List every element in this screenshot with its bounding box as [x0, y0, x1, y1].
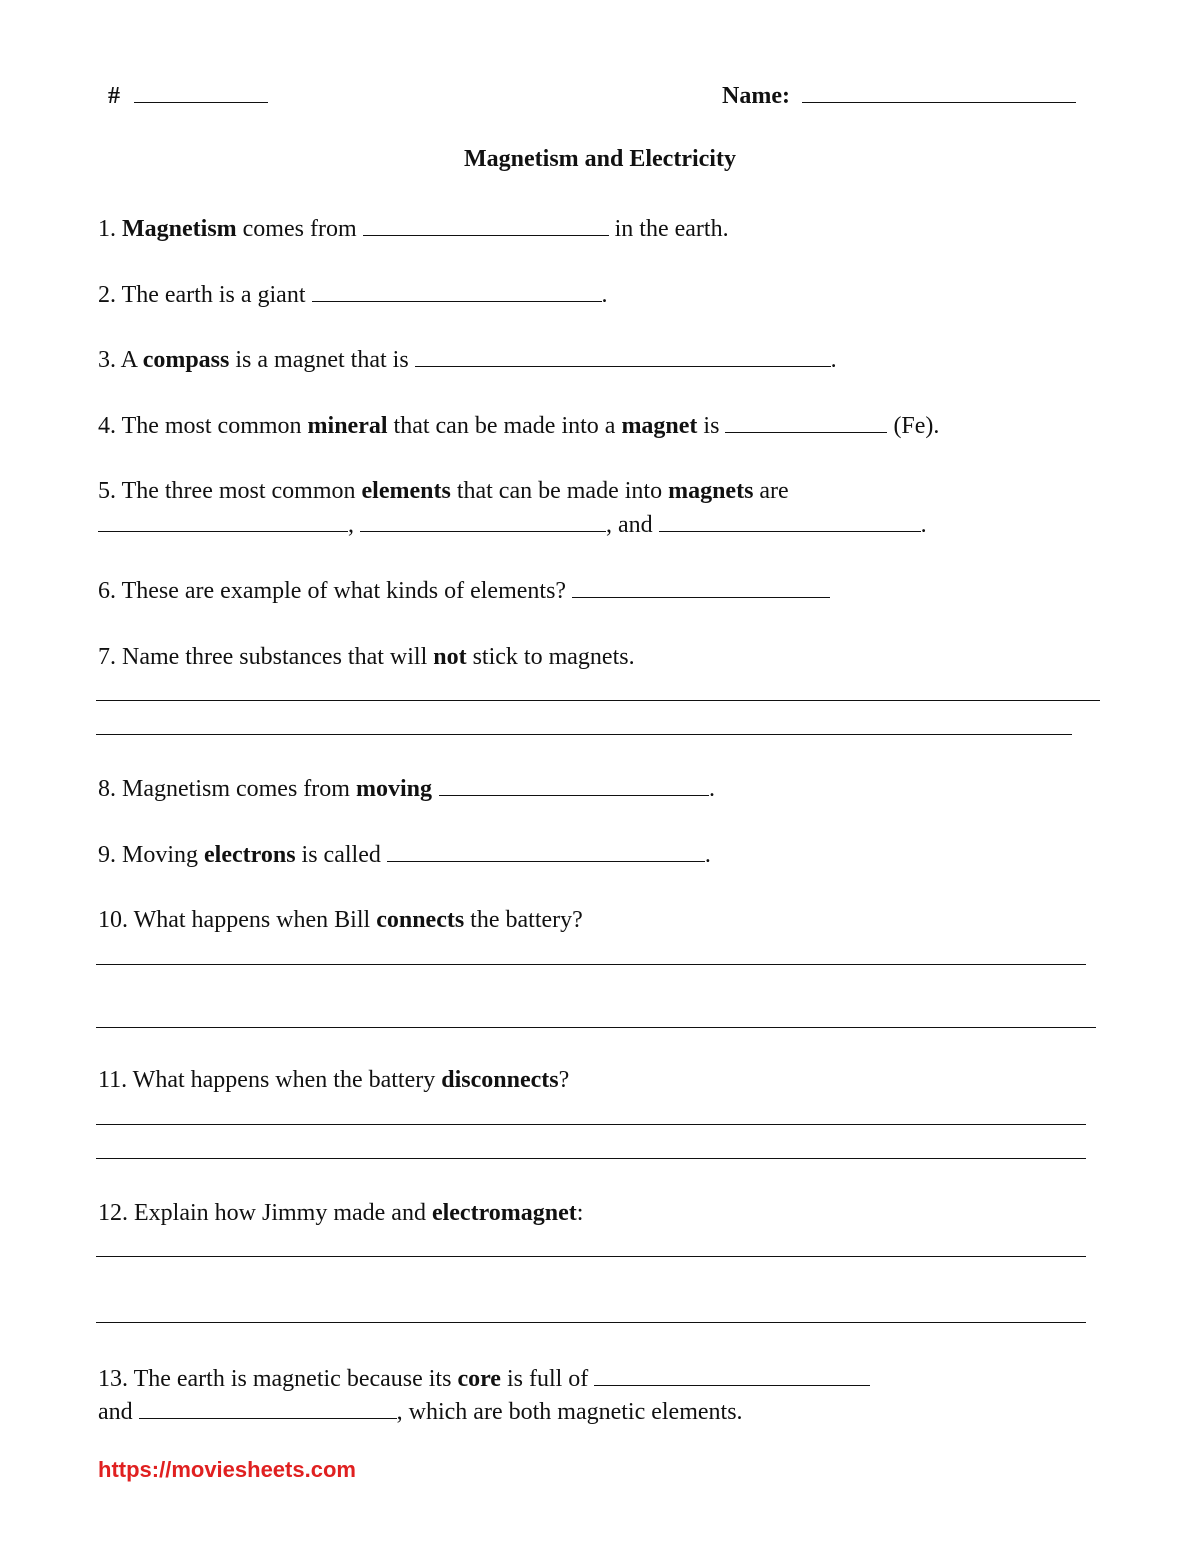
- q10-text-2: the battery?: [464, 907, 583, 933]
- q4-text: 4. The most common: [98, 413, 308, 439]
- question-1: [98, 213, 729, 244]
- q5-text: 5. The three most common: [98, 478, 362, 504]
- q5-blank-1[interactable]: [98, 509, 348, 532]
- question-10: [98, 905, 583, 935]
- name-blank[interactable]: [802, 80, 1076, 103]
- q11-end: ?: [558, 1067, 570, 1093]
- q1-blank[interactable]: [363, 213, 609, 236]
- q10-answer-line-1[interactable]: [96, 964, 1086, 965]
- name-field: [722, 80, 1076, 111]
- question-2: [98, 279, 608, 310]
- worksheet-title: Magnetism and Electricity: [464, 146, 736, 172]
- q11-answer-line-2[interactable]: [96, 1158, 1086, 1159]
- q7-keyword: not: [433, 644, 467, 670]
- q8-keyword: moving: [355, 776, 432, 802]
- q13-keyword: core: [457, 1366, 501, 1392]
- q7-text-2: stick to magnets.: [466, 644, 635, 670]
- q3-keyword: compass: [142, 347, 230, 373]
- name-label: Name:: [722, 83, 790, 109]
- q11-text: 11. What happens when the battery: [98, 1067, 442, 1093]
- q13-blank-1[interactable]: [594, 1363, 870, 1386]
- q9-keyword: electrons: [204, 842, 296, 868]
- question-5: [98, 476, 789, 506]
- question-12: [98, 1198, 583, 1228]
- q10-text: 10. What happens when Bill: [98, 907, 377, 933]
- q1-keyword: Magnetism: [122, 216, 237, 242]
- q5-end: .: [920, 512, 927, 538]
- q7-text: 7. Name three substances that will: [98, 644, 434, 670]
- q4-blank[interactable]: [725, 410, 887, 433]
- q13-text-2: is full of: [500, 1366, 595, 1392]
- q6-blank[interactable]: [572, 575, 830, 598]
- q3-text: is a magnet that is: [229, 347, 415, 373]
- q4-keyword-2: magnet: [621, 413, 698, 439]
- q8-text: 8. Magnetism comes from: [98, 776, 356, 802]
- q5-text-2: that can be made into: [450, 478, 669, 504]
- q5-sep-1: ,: [348, 512, 360, 538]
- q5-keyword-2: magnets: [668, 478, 754, 504]
- q9-end: .: [704, 842, 711, 868]
- question-11: [98, 1065, 569, 1095]
- q13-end: , which are both magnetic elements.: [396, 1399, 743, 1425]
- q5-text-3: are: [753, 478, 789, 504]
- q9-text: 9. Moving: [98, 842, 205, 868]
- q1-number: 1.: [98, 216, 122, 242]
- q8-blank[interactable]: [439, 773, 709, 796]
- q9-text-2: is called: [295, 842, 387, 868]
- q12-text: 12. Explain how Jimmy made and: [98, 1200, 432, 1226]
- q4-end: (Fe).: [887, 413, 940, 439]
- q5-blank-3[interactable]: [659, 509, 921, 532]
- question-6: [98, 575, 830, 606]
- number-label: #: [108, 83, 120, 109]
- question-3: [98, 344, 837, 375]
- question-5-blanks: [98, 509, 927, 540]
- q7-answer-line-2[interactable]: [96, 734, 1072, 735]
- q12-answer-line-2[interactable]: [96, 1322, 1086, 1323]
- q3-end: .: [830, 347, 837, 373]
- number-blank[interactable]: [134, 80, 268, 103]
- q12-keyword: electromagnet: [431, 1200, 577, 1226]
- q13-text: 13. The earth is magnetic because its: [98, 1366, 458, 1392]
- question-7: [98, 642, 635, 672]
- q13-blank-2[interactable]: [139, 1396, 397, 1419]
- q2-text: 2. The earth is a giant: [98, 282, 312, 308]
- q1-text: comes from: [236, 216, 363, 242]
- question-4: [98, 410, 939, 441]
- q9-blank[interactable]: [387, 839, 705, 862]
- q5-blank-2[interactable]: [360, 509, 606, 532]
- q10-answer-line-2[interactable]: [96, 1027, 1096, 1028]
- question-8: [98, 773, 715, 804]
- number-field: [108, 80, 268, 111]
- q1-text-end: in the earth.: [608, 216, 729, 242]
- q11-keyword: disconnects: [441, 1067, 559, 1093]
- question-9: [98, 839, 711, 870]
- q4-text-3: is: [697, 413, 726, 439]
- q6-text: 6. These are example of what kinds of elements?: [98, 578, 573, 604]
- q12-answer-line-1[interactable]: [96, 1256, 1086, 1257]
- q11-answer-line-1[interactable]: [96, 1124, 1086, 1125]
- question-13-line-2: [98, 1396, 743, 1427]
- q2-blank[interactable]: [312, 279, 602, 302]
- q4-text-2: that can be made into a: [387, 413, 622, 439]
- q12-end: :: [576, 1200, 584, 1226]
- q5-sep-2: , and: [606, 512, 659, 538]
- q4-keyword-1: mineral: [307, 413, 388, 439]
- q7-answer-line-1[interactable]: [96, 700, 1100, 701]
- q13-and: and: [98, 1399, 139, 1425]
- q5-keyword-1: elements: [361, 478, 451, 504]
- source-url-link[interactable]: https://moviesheets.com: [98, 1457, 356, 1482]
- question-13: [98, 1363, 870, 1394]
- q2-end: .: [601, 282, 608, 308]
- q10-keyword: connects: [376, 907, 465, 933]
- q3-number: 3. A: [98, 347, 143, 373]
- q3-blank[interactable]: [415, 344, 831, 367]
- q8-end: .: [708, 776, 715, 802]
